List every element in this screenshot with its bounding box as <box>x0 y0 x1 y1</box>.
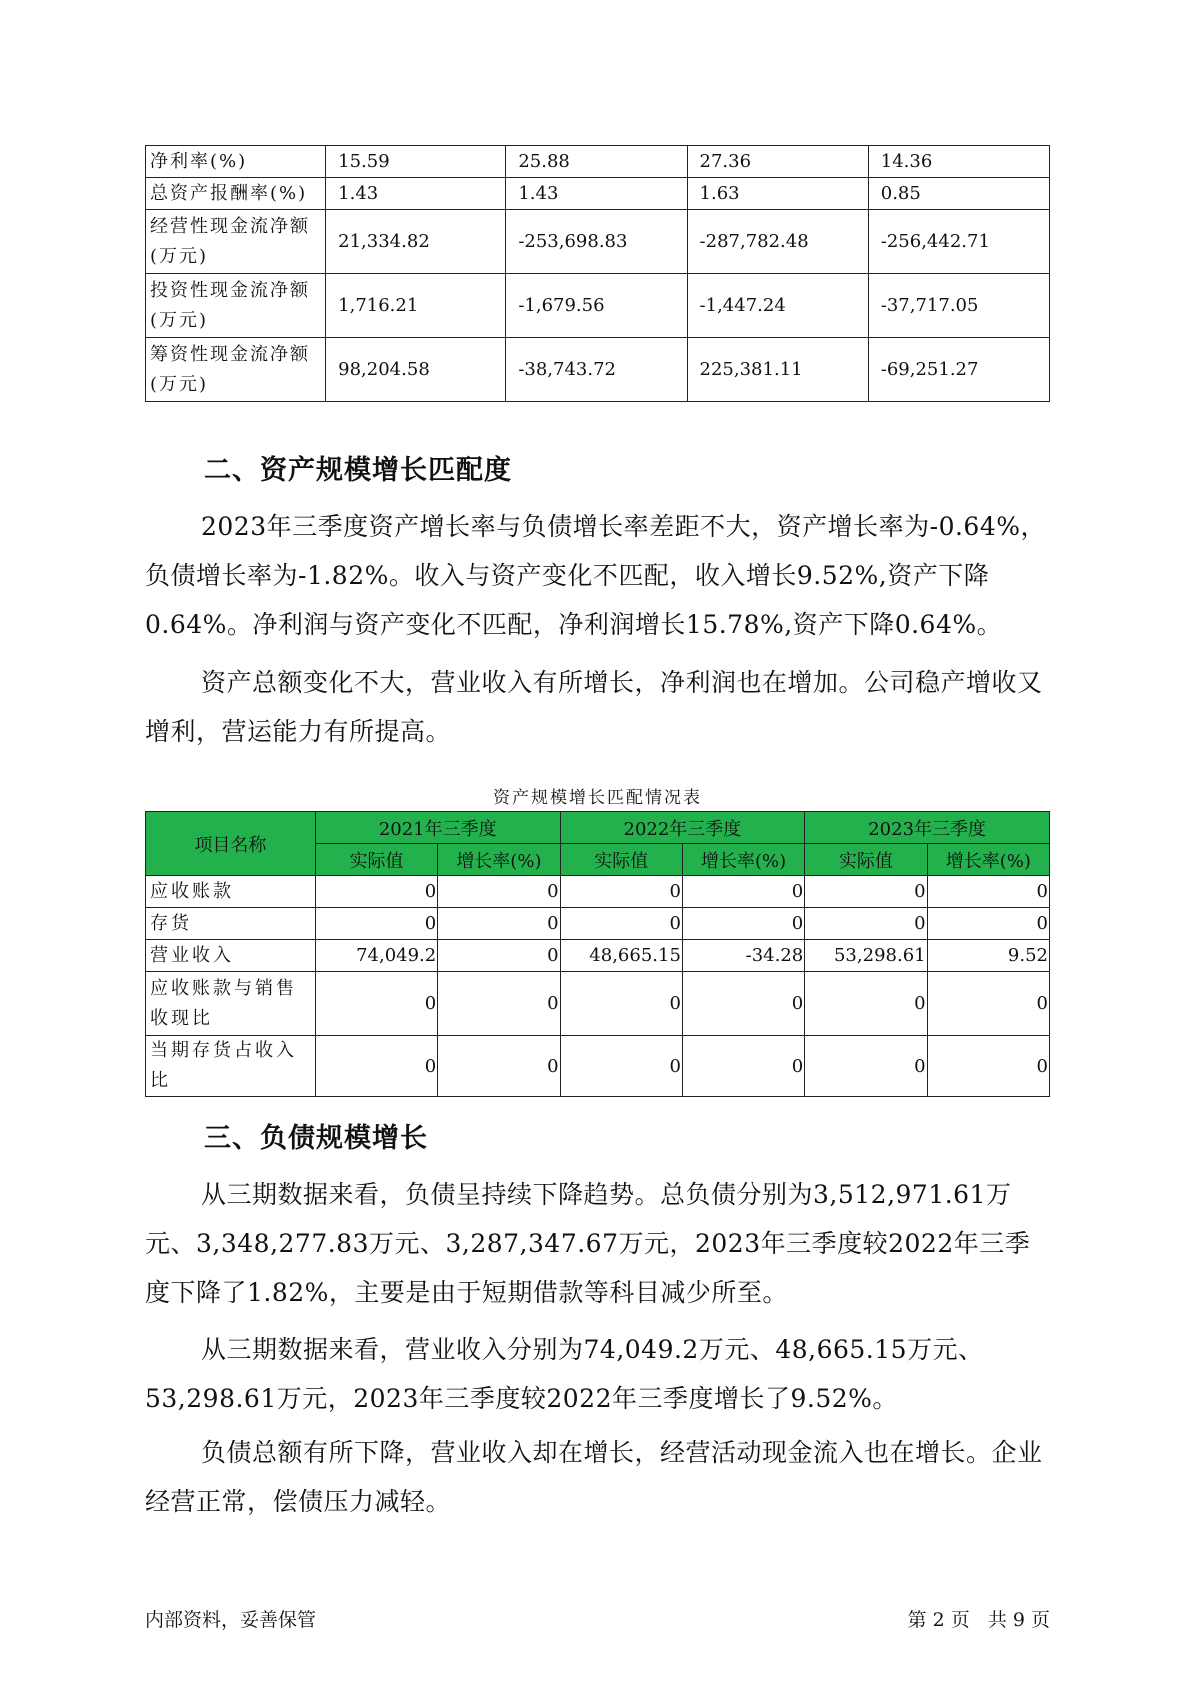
row-label: 营业收入 <box>146 940 316 972</box>
period-header: 2023年三季度 <box>805 812 1050 844</box>
cell-value: -69,251.27 <box>868 338 1049 402</box>
actual-value-header: 实际值 <box>560 844 682 876</box>
table-row <box>146 1036 1050 1097</box>
financial-indicators-table <box>145 145 1050 402</box>
period-header: 2021年三季度 <box>315 812 560 844</box>
cell-value: 0 <box>805 972 927 1036</box>
section-heading: 二、资产规模增长匹配度 <box>204 455 512 486</box>
cell-value: -256,442.71 <box>868 210 1049 274</box>
cell-value: 0 <box>438 908 560 940</box>
cell-value: -34.28 <box>682 940 804 972</box>
table-row <box>146 972 1050 1036</box>
cell-value: 1,716.21 <box>326 274 506 338</box>
table-row <box>146 146 1050 178</box>
row-label: 存货 <box>146 908 316 940</box>
cell-value: 0 <box>682 908 804 940</box>
row-label: 总资产报酬率(%) <box>146 178 326 210</box>
cell-value: 74,049.2 <box>315 940 437 972</box>
table-row <box>146 178 1050 210</box>
paragraph: 资产总额变化不大，营业收入有所增长，净利润也在增加。公司稳产增收又增利，营运能力有所提高。 <box>145 668 1043 746</box>
section-heading: 三、负债规模增长 <box>204 1123 428 1154</box>
cell-value: 1.63 <box>687 178 868 210</box>
row-label: 应收账款与销售收现比 <box>146 972 316 1036</box>
cell-value: 0 <box>438 876 560 908</box>
cell-value: 0 <box>805 908 927 940</box>
table-row <box>146 210 1050 274</box>
actual-value-header: 实际值 <box>805 844 927 876</box>
growth-rate-header: 增长率(%) <box>438 844 560 876</box>
cell-value: 225,381.11 <box>687 338 868 402</box>
cell-value: 1.43 <box>326 178 506 210</box>
cell-value: -287,782.48 <box>687 210 868 274</box>
cell-value: 0 <box>438 1036 560 1097</box>
cell-value: 0 <box>560 1036 682 1097</box>
table-row <box>146 940 1050 972</box>
cell-value: 0 <box>315 972 437 1036</box>
row-label: 净利率(%) <box>146 146 326 178</box>
cell-value: 0 <box>560 972 682 1036</box>
row-label: 投资性现金流净额(万元) <box>146 274 326 338</box>
cell-value: -37,717.05 <box>868 274 1049 338</box>
cell-value: 1.43 <box>506 178 687 210</box>
growth-rate-header: 增长率(%) <box>927 844 1049 876</box>
row-label: 筹资性现金流净额(万元) <box>146 338 326 402</box>
cell-value: -1,679.56 <box>506 274 687 338</box>
table-row <box>146 274 1050 338</box>
cell-value: 0 <box>438 972 560 1036</box>
cell-value: 0 <box>315 876 437 908</box>
cell-value: 0 <box>315 908 437 940</box>
cell-value: -1,447.24 <box>687 274 868 338</box>
cell-value: 48,665.15 <box>560 940 682 972</box>
asset-growth-match-table <box>145 811 1050 1097</box>
cell-value: 0 <box>805 1036 927 1097</box>
paragraph: 从三期数据来看，负债呈持续下降趋势。总负债分别为3,512,971.61万元、3,348,277.83万元、3,287,347.67万元，2023年三季度较2022年三季度下降了1.82%，主要是由于短期借款等科目减少所至。 <box>145 1180 1031 1307</box>
table-row <box>146 338 1050 402</box>
cell-value: -253,698.83 <box>506 210 687 274</box>
table-row <box>146 908 1050 940</box>
actual-value-header: 实际值 <box>315 844 437 876</box>
table-caption: 资产规模增长匹配情况表 <box>493 788 702 808</box>
cell-value: 14.36 <box>868 146 1049 178</box>
paragraph: 负债总额有所下降，营业收入却在增长，经营活动现金流入也在增长。企业经营正常，偿债压力减轻。 <box>145 1438 1043 1516</box>
cell-value: 53,298.61 <box>805 940 927 972</box>
growth-rate-header: 增长率(%) <box>682 844 804 876</box>
table-header-row <box>146 812 1050 844</box>
cell-value: 0 <box>805 876 927 908</box>
table-row <box>146 876 1050 908</box>
period-header: 2022年三季度 <box>560 812 805 844</box>
cell-value: 0 <box>927 908 1049 940</box>
cell-value: 0 <box>927 972 1049 1036</box>
paragraph: 2023年三季度资产增长率与负债增长率差距不大，资产增长率为-0.64%，负债增长率为-1.82%。收入与资产变化不匹配，收入增长9.52%,资产下降0.64%。净利润与资产变化不匹配，净利润增长15.78%,资产下降0.64%。 <box>145 512 1046 639</box>
cell-value: 0 <box>438 940 560 972</box>
cell-value: -38,743.72 <box>506 338 687 402</box>
cell-value: 0 <box>927 1036 1049 1097</box>
paragraph: 从三期数据来看，营业收入分别为74,049.2万元、48,665.15万元、53,298.61万元，2023年三季度较2022年三季度增长了9.52%。 <box>145 1335 984 1413</box>
footer-page-number: 第 2 页 共 9 页 <box>907 1609 1050 1631</box>
cell-value: 15.59 <box>326 146 506 178</box>
cell-value: 0 <box>927 876 1049 908</box>
cell-value: 25.88 <box>506 146 687 178</box>
footer-confidential-note: 内部资料，妥善保管 <box>145 1609 317 1631</box>
row-label: 当期存货占收入比 <box>146 1036 316 1097</box>
cell-value: 0 <box>682 876 804 908</box>
cell-value: 27.36 <box>687 146 868 178</box>
cell-value: 21,334.82 <box>326 210 506 274</box>
cell-value: 9.52 <box>927 940 1049 972</box>
row-label: 经营性现金流净额(万元) <box>146 210 326 274</box>
cell-value: 0 <box>682 972 804 1036</box>
item-name-header: 项目名称 <box>146 812 316 876</box>
cell-value: 98,204.58 <box>326 338 506 402</box>
cell-value: 0 <box>560 876 682 908</box>
cell-value: 0 <box>315 1036 437 1097</box>
row-label: 应收账款 <box>146 876 316 908</box>
cell-value: 0.85 <box>868 178 1049 210</box>
cell-value: 0 <box>682 1036 804 1097</box>
cell-value: 0 <box>560 908 682 940</box>
